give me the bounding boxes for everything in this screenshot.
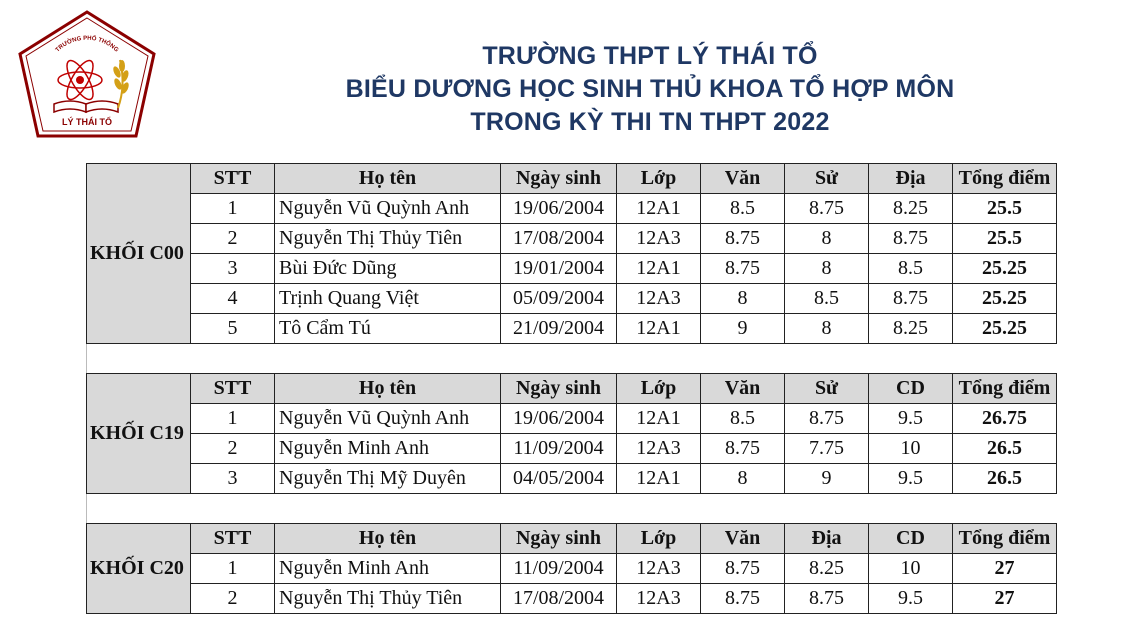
page-title bbox=[250, 40, 1050, 139]
results-table bbox=[86, 163, 1057, 614]
cell-total: 26.5 bbox=[953, 464, 1057, 494]
cell-stt: 2 bbox=[191, 224, 275, 254]
cell-total: 25.25 bbox=[953, 254, 1057, 284]
cell-class: 12A3 bbox=[617, 554, 701, 584]
cell-score: 9.5 bbox=[869, 404, 953, 434]
cell-score: 9 bbox=[785, 464, 869, 494]
cell-stt: 1 bbox=[191, 554, 275, 584]
title-line-2: BIỂU DƯƠNG HỌC SINH THỦ KHOA TỔ HỢP MÔN bbox=[345, 75, 955, 103]
cell-stt: 4 bbox=[191, 284, 275, 314]
cell-dob: 19/06/2004 bbox=[501, 404, 617, 434]
spacer-cell bbox=[501, 494, 617, 524]
cell-score: 8.75 bbox=[869, 284, 953, 314]
col-header: Lớp bbox=[617, 524, 701, 554]
cell-stt: 2 bbox=[191, 584, 275, 614]
cell-score: 8.5 bbox=[785, 284, 869, 314]
logo-top-text: TRƯỜNG PHỔ THÔNG bbox=[54, 35, 120, 54]
cell-total: 25.5 bbox=[953, 194, 1057, 224]
cell-class: 12A3 bbox=[617, 434, 701, 464]
cell-class: 12A1 bbox=[617, 464, 701, 494]
results-sheet bbox=[86, 163, 1056, 614]
cell-stt: 1 bbox=[191, 404, 275, 434]
cell-dob: 17/08/2004 bbox=[501, 224, 617, 254]
cell-dob: 21/09/2004 bbox=[501, 314, 617, 344]
cell-dob: 04/05/2004 bbox=[501, 464, 617, 494]
cell-total: 27 bbox=[953, 584, 1057, 614]
col-header: Tổng điểm bbox=[953, 374, 1057, 404]
group-c19-label: KHỐI C19 bbox=[87, 374, 191, 494]
table-row bbox=[87, 254, 1057, 284]
cell-score: 8.75 bbox=[785, 194, 869, 224]
group-c00-label: KHỐI C00 bbox=[87, 164, 191, 344]
cell-score: 8.5 bbox=[701, 404, 785, 434]
school-emblem-icon bbox=[14, 8, 160, 144]
cell-score: 8.5 bbox=[701, 194, 785, 224]
cell-name: Nguyễn Thị Thủy Tiên bbox=[275, 584, 501, 614]
cell-total: 25.25 bbox=[953, 314, 1057, 344]
spacer-cell bbox=[953, 494, 1057, 524]
col-header: Văn bbox=[701, 374, 785, 404]
group-c00-header-row bbox=[87, 164, 1057, 194]
cell-name: Nguyễn Thị Mỹ Duyên bbox=[275, 464, 501, 494]
col-header: CD bbox=[869, 374, 953, 404]
cell-stt: 3 bbox=[191, 464, 275, 494]
col-header: Họ tên bbox=[275, 164, 501, 194]
cell-dob: 11/09/2004 bbox=[501, 434, 617, 464]
col-header: CD bbox=[869, 524, 953, 554]
col-header: Ngày sinh bbox=[501, 524, 617, 554]
spacer-cell bbox=[275, 494, 501, 524]
col-header: Văn bbox=[701, 524, 785, 554]
cell-score: 9 bbox=[701, 314, 785, 344]
spacer-cell bbox=[87, 494, 191, 524]
cell-name: Nguyễn Minh Anh bbox=[275, 554, 501, 584]
spacer-row bbox=[87, 344, 1057, 374]
cell-total: 26.75 bbox=[953, 404, 1057, 434]
cell-class: 12A1 bbox=[617, 194, 701, 224]
spacer-row bbox=[87, 494, 1057, 524]
cell-total: 25.25 bbox=[953, 284, 1057, 314]
col-header: Sử bbox=[785, 374, 869, 404]
title-school: TRƯỜNG THPT LÝ THÁI TỔ bbox=[482, 42, 818, 70]
cell-score: 9.5 bbox=[869, 464, 953, 494]
cell-score: 8.75 bbox=[701, 584, 785, 614]
spacer-cell bbox=[275, 344, 501, 374]
col-header: Văn bbox=[701, 164, 785, 194]
col-header: Ngày sinh bbox=[501, 374, 617, 404]
spacer-cell bbox=[87, 344, 191, 374]
spacer-cell bbox=[191, 494, 275, 524]
spacer-cell bbox=[501, 344, 617, 374]
spacer-cell bbox=[701, 344, 785, 374]
cell-stt: 2 bbox=[191, 434, 275, 464]
cell-name: Bùi Đức Dũng bbox=[275, 254, 501, 284]
table-row bbox=[87, 584, 1057, 614]
cell-total: 26.5 bbox=[953, 434, 1057, 464]
table-row bbox=[87, 194, 1057, 224]
spacer-cell bbox=[617, 344, 701, 374]
cell-score: 8.75 bbox=[701, 254, 785, 284]
cell-score: 8.25 bbox=[785, 554, 869, 584]
cell-score: 8.75 bbox=[701, 224, 785, 254]
cell-score: 8 bbox=[785, 314, 869, 344]
table-row bbox=[87, 464, 1057, 494]
cell-name: Trịnh Quang Việt bbox=[275, 284, 501, 314]
cell-score: 8 bbox=[701, 284, 785, 314]
cell-dob: 19/01/2004 bbox=[501, 254, 617, 284]
spacer-cell bbox=[191, 344, 275, 374]
col-header: Tổng điểm bbox=[953, 524, 1057, 554]
cell-class: 12A3 bbox=[617, 224, 701, 254]
cell-score: 8 bbox=[785, 224, 869, 254]
cell-class: 12A1 bbox=[617, 404, 701, 434]
cell-score: 8.5 bbox=[869, 254, 953, 284]
cell-score: 8.25 bbox=[869, 314, 953, 344]
school-logo bbox=[14, 8, 160, 144]
cell-name: Tô Cẩm Tú bbox=[275, 314, 501, 344]
table-row bbox=[87, 284, 1057, 314]
cell-stt: 1 bbox=[191, 194, 275, 224]
cell-score: 8.75 bbox=[785, 584, 869, 614]
cell-score: 8 bbox=[701, 464, 785, 494]
cell-score: 8.25 bbox=[869, 194, 953, 224]
cell-name: Nguyễn Minh Anh bbox=[275, 434, 501, 464]
cell-score: 8.75 bbox=[701, 554, 785, 584]
col-header: Địa bbox=[785, 524, 869, 554]
col-header: Họ tên bbox=[275, 374, 501, 404]
table-row bbox=[87, 434, 1057, 464]
cell-score: 7.75 bbox=[785, 434, 869, 464]
cell-score: 8.75 bbox=[869, 224, 953, 254]
logo-bottom-text: LÝ THÁI TỔ bbox=[62, 117, 112, 127]
cell-name: Nguyễn Vũ Quỳnh Anh bbox=[275, 404, 501, 434]
cell-class: 12A1 bbox=[617, 314, 701, 344]
cell-score: 9.5 bbox=[869, 584, 953, 614]
col-header: Tổng điểm bbox=[953, 164, 1057, 194]
cell-score: 10 bbox=[869, 554, 953, 584]
spacer-cell bbox=[617, 494, 701, 524]
spacer-cell bbox=[953, 344, 1057, 374]
spacer-cell bbox=[701, 494, 785, 524]
table-row bbox=[87, 404, 1057, 434]
table-row bbox=[87, 554, 1057, 584]
col-header: Sử bbox=[785, 164, 869, 194]
cell-stt: 3 bbox=[191, 254, 275, 284]
spacer-cell bbox=[785, 344, 869, 374]
cell-class: 12A1 bbox=[617, 254, 701, 284]
table-row bbox=[87, 224, 1057, 254]
spacer-cell bbox=[785, 494, 869, 524]
cell-class: 12A3 bbox=[617, 284, 701, 314]
cell-dob: 17/08/2004 bbox=[501, 584, 617, 614]
col-header: STT bbox=[191, 164, 275, 194]
cell-score: 10 bbox=[869, 434, 953, 464]
col-header: STT bbox=[191, 524, 275, 554]
col-header: Lớp bbox=[617, 164, 701, 194]
spacer-cell bbox=[869, 344, 953, 374]
col-header: Lớp bbox=[617, 374, 701, 404]
group-c20-label: KHỐI C20 bbox=[87, 524, 191, 614]
col-header: STT bbox=[191, 374, 275, 404]
cell-total: 25.5 bbox=[953, 224, 1057, 254]
cell-dob: 19/06/2004 bbox=[501, 194, 617, 224]
cell-name: Nguyễn Thị Thủy Tiên bbox=[275, 224, 501, 254]
cell-score: 8 bbox=[785, 254, 869, 284]
table-row bbox=[87, 314, 1057, 344]
spacer-cell bbox=[869, 494, 953, 524]
group-c20-header-row bbox=[87, 524, 1057, 554]
col-header: Họ tên bbox=[275, 524, 501, 554]
cell-class: 12A3 bbox=[617, 584, 701, 614]
cell-total: 27 bbox=[953, 554, 1057, 584]
col-header: Địa bbox=[869, 164, 953, 194]
cell-name: Nguyễn Vũ Quỳnh Anh bbox=[275, 194, 501, 224]
group-c19-header-row bbox=[87, 374, 1057, 404]
cell-score: 8.75 bbox=[701, 434, 785, 464]
cell-dob: 05/09/2004 bbox=[501, 284, 617, 314]
cell-score: 8.75 bbox=[785, 404, 869, 434]
col-header: Ngày sinh bbox=[501, 164, 617, 194]
cell-stt: 5 bbox=[191, 314, 275, 344]
title-line-3: TRONG KỲ THI TN THPT 2022 bbox=[470, 108, 830, 136]
cell-dob: 11/09/2004 bbox=[501, 554, 617, 584]
